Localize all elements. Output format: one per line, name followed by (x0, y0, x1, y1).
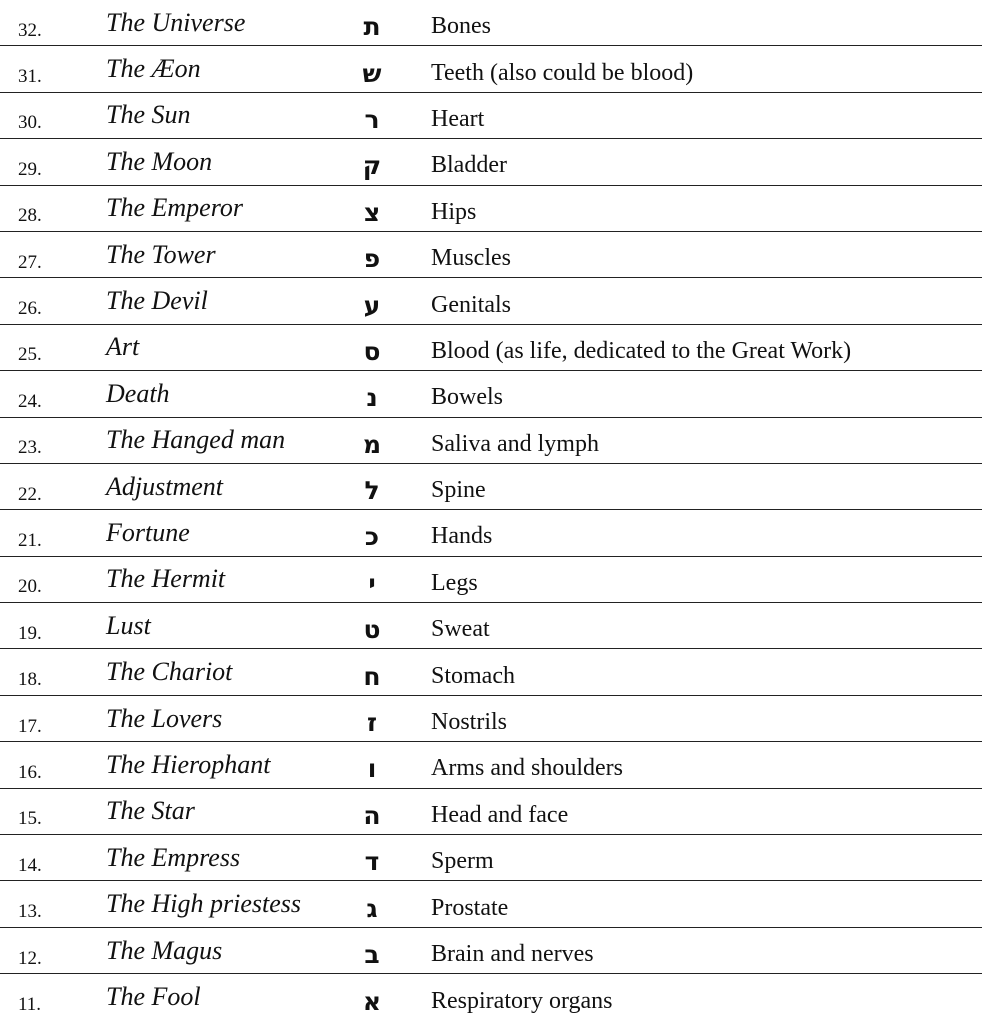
table-row (0, 649, 982, 695)
table-row (0, 696, 982, 742)
body-part: Hips (431, 198, 477, 225)
tarot-card-name: The Devil (106, 286, 208, 316)
body-part: Blood (as life, dedicated to the Great Work) (431, 337, 852, 364)
hebrew-letter: מ (362, 429, 382, 459)
body-part: Bones (431, 13, 491, 40)
body-part: Stomach (431, 662, 515, 689)
hebrew-letter: פ (363, 244, 381, 274)
path-number: 26. (18, 298, 42, 320)
table-row (0, 742, 982, 788)
body-part: Teeth (also could be blood) (431, 59, 694, 86)
tarot-card-name: Art (106, 332, 140, 362)
tarot-card-name: The Hanged man (106, 425, 286, 455)
table-row (0, 789, 982, 835)
path-number: 23. (18, 437, 42, 459)
body-part: Sperm (431, 848, 494, 875)
tarot-card-name: The High priestess (106, 889, 301, 919)
table-row (0, 974, 982, 1020)
table-row (0, 928, 982, 974)
body-part: Bladder (431, 152, 507, 179)
table-row (0, 603, 982, 649)
path-number: 13. (18, 901, 42, 923)
hebrew-letter: צ (363, 197, 381, 227)
hebrew-letter: נ (366, 383, 378, 413)
hebrew-letter: כ (364, 522, 380, 552)
table-row (0, 232, 982, 278)
hebrew-letter: י (368, 568, 376, 598)
path-number: 32. (18, 19, 42, 41)
body-part: Hands (431, 523, 493, 550)
table-row (0, 464, 982, 510)
table-row (0, 881, 982, 927)
table-row (0, 46, 982, 92)
tarot-card-name: Fortune (106, 517, 190, 547)
table-row (0, 93, 982, 139)
path-number: 17. (18, 715, 42, 737)
tarot-card-name: Adjustment (106, 471, 223, 501)
path-number: 27. (18, 251, 42, 273)
hebrew-letter: ת (363, 12, 381, 42)
path-number: 15. (18, 808, 42, 830)
tarot-card-name: The Chariot (106, 657, 233, 687)
path-number: 20. (18, 576, 42, 598)
body-part: Spine (431, 477, 486, 504)
hebrew-letter: ו (367, 754, 377, 784)
table-row (0, 418, 982, 464)
hebrew-letter: ר (364, 104, 380, 134)
body-part: Nostrils (431, 709, 508, 736)
body-part: Sweat (431, 616, 490, 643)
hebrew-letter: ח (363, 661, 381, 691)
table-row (0, 0, 982, 46)
table-row (0, 278, 982, 324)
tarot-card-name: The Emperor (106, 193, 243, 223)
body-part: Head and face (431, 801, 569, 828)
table-row (0, 186, 982, 232)
table-row (0, 371, 982, 417)
tarot-card-name: Lust (106, 610, 151, 640)
body-part: Saliva and lymph (431, 430, 599, 457)
hebrew-letter: ל (364, 476, 380, 506)
tarot-card-name: The Tower (106, 239, 216, 269)
hebrew-letter: ע (363, 290, 381, 320)
tarot-card-name: The Magus (106, 935, 223, 965)
table-row (0, 325, 982, 371)
hebrew-letter: ט (363, 615, 381, 645)
body-part: Bowels (431, 384, 503, 411)
body-part: Legs (431, 569, 478, 596)
hebrew-letter: ס (363, 336, 381, 366)
tarot-card-name: Death (106, 378, 170, 408)
path-number: 31. (18, 66, 42, 88)
body-part: Prostate (431, 894, 509, 921)
path-number: 24. (18, 390, 42, 412)
tarot-card-name: The Moon (106, 146, 213, 176)
path-number: 22. (18, 483, 42, 505)
tarot-card-name: The Lovers (106, 703, 223, 733)
body-part: Respiratory organs (431, 987, 613, 1014)
path-number: 16. (18, 761, 42, 783)
path-number: 19. (18, 622, 42, 644)
tarot-card-name: The Sun (106, 100, 191, 130)
table-row (0, 835, 982, 881)
path-number: 28. (18, 205, 42, 227)
tarot-card-name: The Hierophant (106, 749, 271, 779)
table-row (0, 139, 982, 185)
table-row (0, 510, 982, 556)
hebrew-letter: ק (362, 151, 382, 181)
path-number: 18. (18, 669, 42, 691)
hebrew-letter: ג (366, 893, 378, 923)
path-number: 11. (18, 994, 42, 1016)
tarot-card-name: The Star (106, 796, 195, 826)
tarot-card-name: The Empress (106, 842, 241, 872)
path-number: 21. (18, 529, 42, 551)
body-part: Genitals (431, 291, 511, 318)
tarot-card-name: The Fool (106, 982, 201, 1012)
body-part: Arms and shoulders (431, 755, 623, 782)
path-number: 29. (18, 158, 42, 180)
body-part: Brain and nerves (431, 941, 594, 967)
path-number: 14. (18, 854, 42, 876)
path-number: 25. (18, 344, 42, 366)
tarot-card-name: The Hermit (106, 564, 226, 594)
path-number: 12. (18, 947, 42, 969)
tarot-card-name: The Æon (106, 54, 201, 84)
body-part: Heart (431, 105, 485, 132)
body-part: Muscles (431, 245, 511, 272)
table-row (0, 557, 982, 603)
hebrew-letter: ז (367, 708, 378, 738)
path-number: 30. (18, 112, 42, 134)
hebrew-letter: ה (363, 800, 381, 830)
tarot-card-name: The Universe (106, 7, 246, 37)
hebrew-letter: א (362, 986, 382, 1016)
hebrew-letter: ד (364, 847, 380, 877)
hebrew-letter: ב (364, 940, 380, 969)
hebrew-letter: ש (362, 58, 382, 88)
